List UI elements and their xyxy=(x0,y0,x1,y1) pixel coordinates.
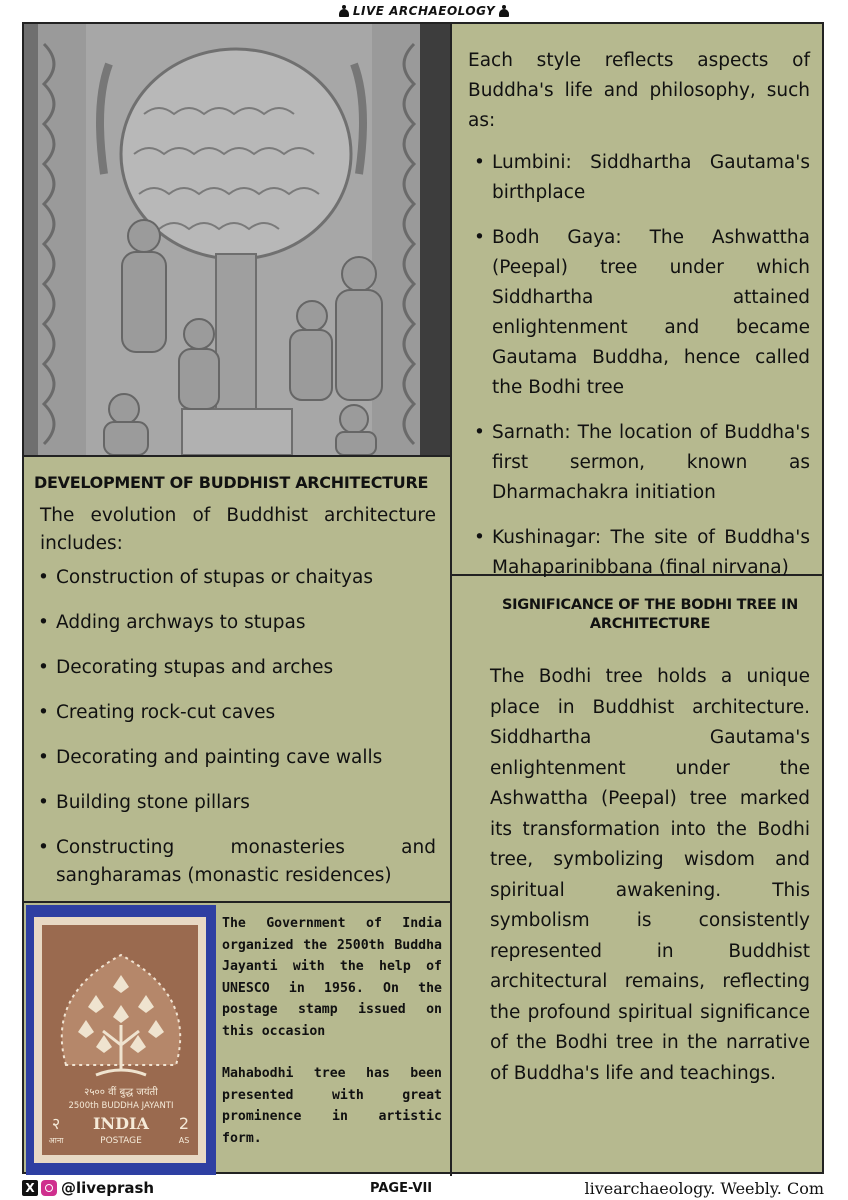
list-item: • Kushinagar: The site of Buddha's Mahaparinibbana (final nirvana) xyxy=(468,523,810,583)
stamp-caption: 2500th BUDDHA JAYANTI xyxy=(68,1101,174,1111)
instagram-icon xyxy=(41,1180,57,1196)
places-list xyxy=(468,148,810,583)
list-item: • Sarnath: The location of Buddha's first sermon, known as Dharmachakra initiation xyxy=(468,418,810,508)
significance-section xyxy=(452,576,824,1176)
stamp-para-1: The Government of India organized the 2500th Buddha Jayanti with the help of UNESCO in 1956. On the postage stamp issued on this occasion xyxy=(222,916,442,1039)
list-item: • Building stone pillars xyxy=(34,789,436,817)
buddha-icon xyxy=(499,5,509,17)
banner-title: LIVE ARCHAEOLOGY xyxy=(352,4,496,18)
page-frame xyxy=(22,22,824,1174)
x-twitter-icon: X xyxy=(22,1180,38,1196)
stamp-section xyxy=(24,903,450,1176)
list-item: • Lumbini: Siddhartha Gautama's birthplace xyxy=(468,148,810,208)
stamp-hindi-text: २५०० वीं बुद्ध जयंती xyxy=(84,1087,158,1098)
stamp-value-right: 2 xyxy=(178,1114,190,1133)
postage-stamp-image xyxy=(26,905,216,1175)
top-banner xyxy=(0,0,848,22)
list-item: • Creating rock-cut caves xyxy=(34,699,436,727)
stamp-value-right-unit: AS xyxy=(178,1136,190,1145)
stamp-value-left: २ xyxy=(51,1114,61,1133)
page-number: PAGE-VII xyxy=(370,1180,433,1196)
section-heading: SIGNIFICANCE OF THE BODHI TREE IN ARCHITECTURE xyxy=(502,597,798,632)
list-item: • Bodh Gaya: The Ashwattha (Peepal) tree under which Siddhartha attained enlightenment and became Gautama Buddha, hence called the Bodhi tree xyxy=(468,223,810,403)
bodhi-relief-image xyxy=(24,24,450,455)
relief-photo xyxy=(24,24,450,455)
stamp-country: INDIA xyxy=(93,1114,149,1133)
development-intro: The evolution of Buddhist architecture includes: xyxy=(40,505,436,554)
stamp-value-left-unit: आना xyxy=(48,1136,64,1145)
stamp-artwork xyxy=(26,905,216,1175)
list-item: • Decorating and painting cave walls xyxy=(34,744,436,772)
website-link[interactable]: livearchaeology. Weebly. Com xyxy=(584,1178,824,1198)
stamp-para-2: Mahabodhi tree has been presented with great prominence in artistic form. xyxy=(222,1066,442,1146)
handle-text: @liveprash xyxy=(61,1179,155,1197)
social-handle[interactable] xyxy=(22,1179,154,1197)
significance-body: The Bodhi tree holds a unique place in Buddhist architecture. Siddhartha Gautama's enlightenment under the Ashwattha (Peepal) tree marked its transformation into the Bodhi tree, symbolizing wisdom and spiritual awakening. This symbolism is consistently represented in Buddhist architectural remains, reflecting the profound spiritual significance of the Bodhi tree in the narrative of Buddha's life and teachings. xyxy=(490,666,810,1084)
buddha-icon xyxy=(339,5,349,17)
list-item: • Constructing monasteries and sangharamas (monastic residences) xyxy=(34,834,436,890)
development-section xyxy=(24,457,450,901)
development-list xyxy=(34,564,436,890)
places-lead: Each style reflects aspects of Buddha's life and philosophy, such as: xyxy=(468,50,810,131)
stamp-postage: POSTAGE xyxy=(100,1136,142,1146)
stamp-description xyxy=(222,913,442,1170)
footer xyxy=(22,1176,824,1200)
list-item: • Adding archways to stupas xyxy=(34,609,436,637)
section-heading: DEVELOPMENT OF BUDDHIST ARCHITECTURE xyxy=(34,473,429,492)
list-item: • Construction of stupas or chaityas xyxy=(34,564,436,592)
places-section xyxy=(452,24,824,578)
list-item: • Decorating stupas and arches xyxy=(34,654,436,682)
